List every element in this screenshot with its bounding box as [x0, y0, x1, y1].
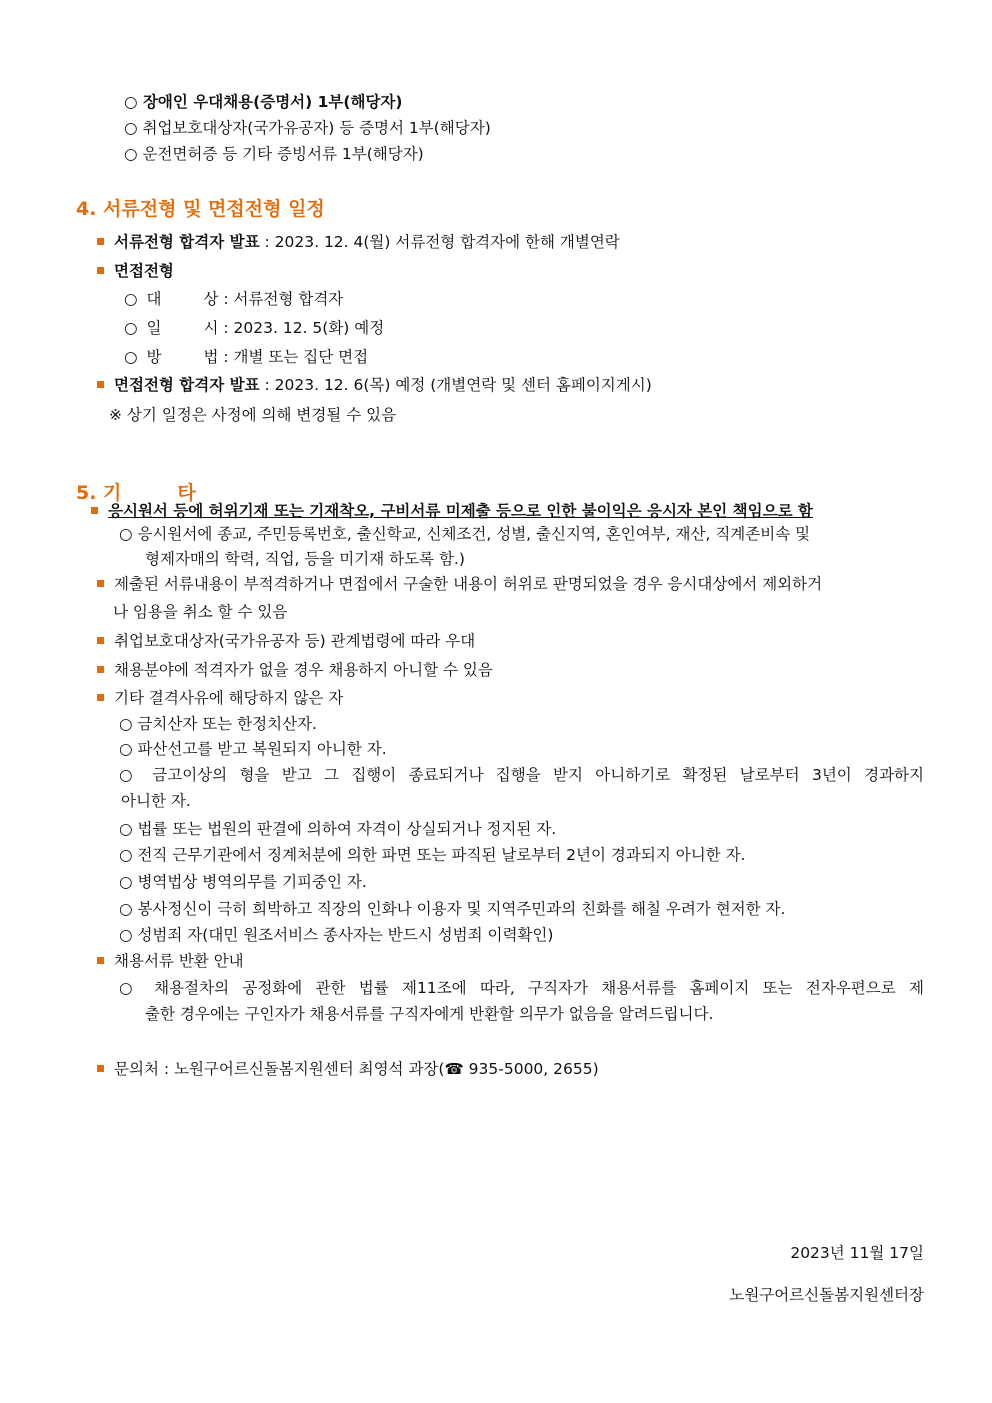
- disq-item-3-line-1: ○ 금고이상의 형을 받고 그 집행이 종료되거나 집행을 받지 아니하기로 확정된 날로부터 3년이 경과하지: [119, 766, 924, 784]
- doc-item-license: ○ 운전면허증 등 기타 증빙서류 1부(해당자): [124, 145, 424, 163]
- doc-result-line: 서류전형 합격자 발표 : 2023. 12. 4(월) 서류전형 합격자에 한해 개별연락: [97, 231, 620, 253]
- disq-item-3-line-2: 아니한 자.: [121, 792, 191, 810]
- circle-bullet-icon: ○: [124, 145, 138, 163]
- contact-line: 문의처 : 노원구어르신돌봄지원센터 최영석 과장(☎ 935-5000, 2655): [97, 1058, 599, 1080]
- interview-date: ○ 일 시 : 2023. 12. 5(화) 예정: [124, 319, 385, 337]
- cancel-line-1: 제출된 서류내용이 부적격하거나 면접에서 구술한 내용이 허위로 판명되었을 경우 응시대상에서 제외하거: [97, 573, 822, 595]
- square-bullet-icon: [97, 694, 104, 701]
- issue-date: 2023년 11월 17일: [790, 1244, 924, 1262]
- cancel-line-2: 나 임용을 취소 할 수 있음: [113, 603, 288, 621]
- doc-item-veteran: ○ 취업보호대상자(국가유공자) 등 증명서 1부(해당자): [124, 119, 491, 137]
- circle-bullet-icon: ○: [124, 93, 138, 111]
- circle-bullet-icon: ○: [124, 119, 138, 137]
- circle-bullet-icon: ○: [124, 348, 138, 366]
- false-entry-sub-1: ○ 응시원서에 종교, 주민등록번호, 출신학교, 신체조건, 성별, 출신지역, 혼인여부, 재산, 직계존비속 및: [119, 525, 811, 543]
- false-entry-line: 응시원서 등에 허위기재 또는 기재착오, 구비서류 미제출 등으로 인한 불이익은 응시자 본인 책임으로 함: [91, 500, 813, 522]
- square-bullet-icon: [97, 1065, 104, 1072]
- disq-item-8: ○ 성범죄 자(대민 원조서비스 종사자는 반드시 성범죄 이력확인): [119, 926, 554, 944]
- square-bullet-icon: [97, 666, 104, 673]
- false-entry-sub-2: 형제자매의 학력, 직업, 등을 미기재 하도록 함.): [145, 550, 465, 568]
- return-text-line-1: ○ 채용절차의 공정화에 관한 법률 제11조에 따라, 구직자가 채용서류를 홈페이지 또는 전자우편으로 제: [119, 979, 924, 997]
- square-bullet-icon: [97, 238, 104, 245]
- square-bullet-icon: [97, 637, 104, 644]
- square-bullet-icon: [97, 267, 104, 274]
- square-bullet-icon: [97, 381, 104, 388]
- return-text-line-2: 출한 경우에는 구인자가 채용서류를 구직자에게 반환할 의무가 없음을 알려드립니다.: [145, 1005, 714, 1023]
- disq-item-4: ○ 법률 또는 법원의 판결에 의하여 자격이 상실되거나 정지된 자.: [119, 820, 557, 838]
- circle-bullet-icon: ○: [124, 290, 138, 308]
- veteran-line: 취업보호대상자(국가유공자 등) 관계법령에 따라 우대: [97, 630, 475, 652]
- square-bullet-icon: [97, 957, 104, 964]
- return-heading: 채용서류 반환 안내: [97, 950, 244, 972]
- interview-method: ○ 방 법 : 개별 또는 집단 면접: [124, 348, 369, 366]
- interview-heading: 면접전형: [97, 260, 174, 282]
- circle-bullet-icon: ○: [124, 319, 138, 337]
- no-hire-line: 채용분야에 적격자가 없을 경우 채용하지 아니할 수 있음: [97, 659, 493, 681]
- disq-item-1: ○ 금치산자 또는 한정치산자.: [119, 715, 317, 733]
- disq-item-6: ○ 병역법상 병역의무를 기피중인 자.: [119, 873, 367, 891]
- disqualification-heading: 기타 결격사유에 해당하지 않은 자: [97, 687, 343, 709]
- schedule-note: ※ 상기 일정은 사정에 의해 변경될 수 있음: [109, 406, 397, 424]
- section-5-heading: 5. 기 타: [76, 482, 196, 504]
- signature-line: 노원구어르신돌봄지원센터장: [729, 1286, 924, 1304]
- interview-target: ○ 대 상 : 서류전형 합격자: [124, 290, 344, 308]
- square-bullet-icon: [97, 580, 104, 587]
- square-bullet-icon: [91, 507, 98, 514]
- disq-item-7: ○ 봉사정신이 극히 희박하고 직장의 인화나 이용자 및 지역주민과의 친화를 해칠 우려가 현저한 자.: [119, 900, 786, 918]
- final-result-line: 면접전형 합격자 발표 : 2023. 12. 6(목) 예정 (개별연락 및 센터 홈페이지게시): [97, 374, 652, 396]
- section-4-heading: 4. 서류전형 및 면접전형 일정: [76, 198, 325, 220]
- disq-item-5: ○ 전직 근무기관에서 징계처분에 의한 파면 또는 파직된 날로부터 2년이 경과되지 아니한 자.: [119, 846, 746, 864]
- doc-item-disabled: ○ 장애인 우대채용(증명서) 1부(해당자): [124, 93, 403, 111]
- disq-item-2: ○ 파산선고를 받고 복원되지 아니한 자.: [119, 740, 387, 758]
